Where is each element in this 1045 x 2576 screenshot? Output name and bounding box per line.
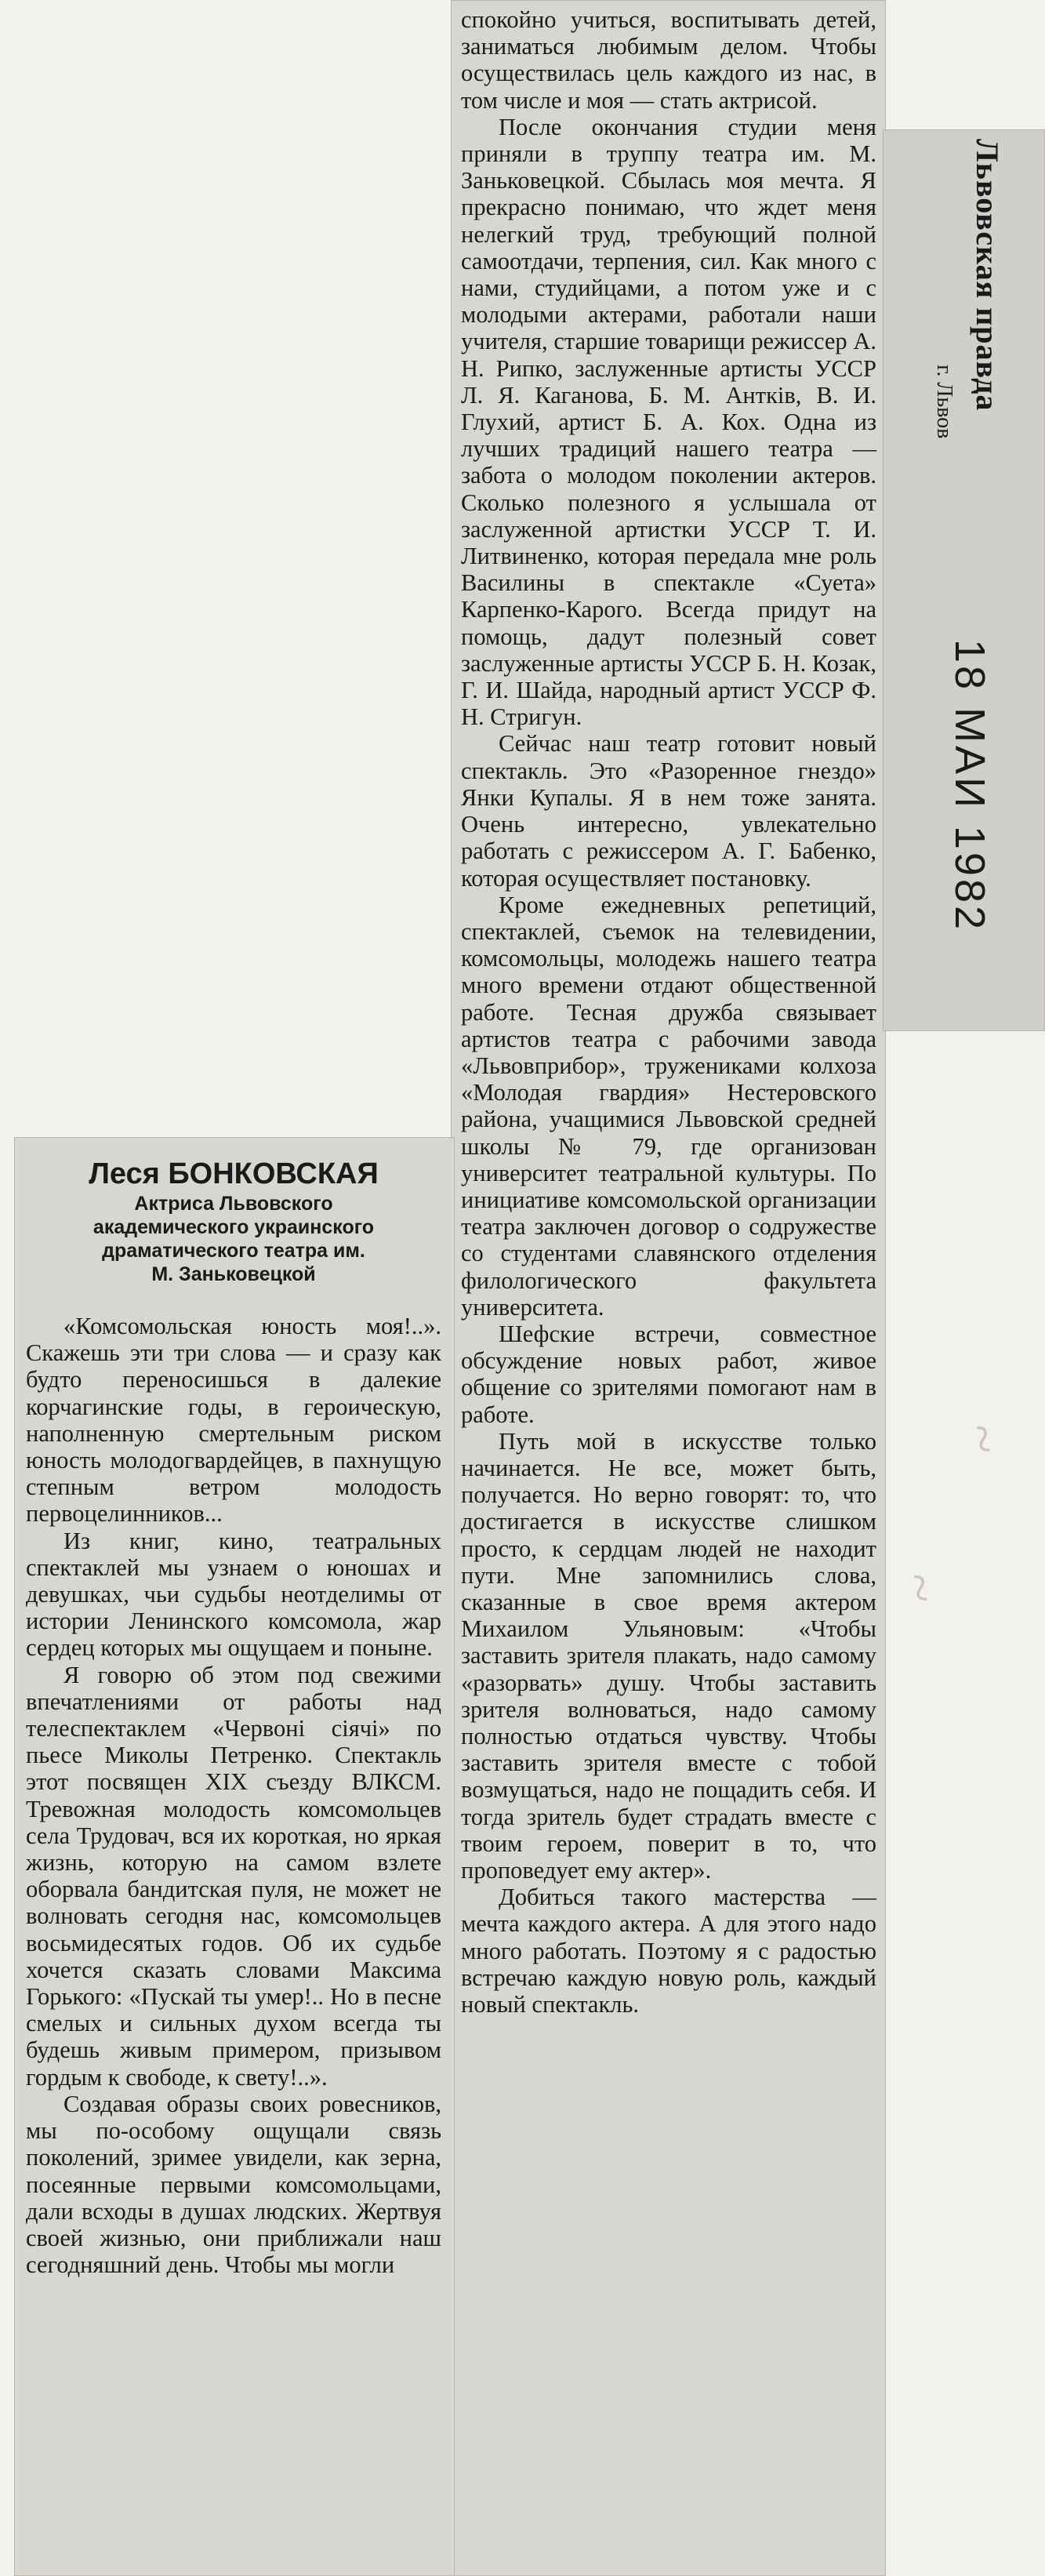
newspaper-city: г. Львов	[932, 365, 956, 439]
author-role	[26, 1192, 441, 1286]
paragraph: спокойно учиться, воспитывать детей, заниматься любимым делом. Чтобы осуществилась цель каждого из нас, в том числе и моя — стать актрисой.	[461, 6, 876, 114]
right-column	[461, 6, 876, 2018]
author-name: Леся БОНКОВСКАЯ	[89, 1157, 379, 1190]
newspaper-name: Львовская правда	[970, 139, 1005, 412]
paragraph: Шефские встречи, совместное обсуждение новых работ, живое общение со зрителями помогают нам в работе.	[461, 1320, 876, 1428]
role-line: академического украинского	[93, 1216, 375, 1238]
paragraph: Я говорю об этом под свежими впечатлениями от работы над телеспектаклем «Червоні сiячi» по пьесе Миколы Петренко. Спектакль этот посвящен XIX съезду ВЛКСМ. Тревожная молодость комсомольцев села Трудовач, вся их короткая, но яркая жизнь, которую на самом взлете оборвала бандитская пуля, не может не волновать сегодня нас, комсомольцев восьмидесятых годов. Об их судьбе хочется сказать словами Максима Горького: «Пускай ты умер!.. Но в песне смелых и сильных духом всегда ты будешь живым примером, призывом гордым к свободе, к свету!..».	[26, 1661, 441, 2091]
role-line: Актриса Львовского	[134, 1193, 333, 1215]
article-header	[26, 1156, 441, 1286]
newspaper-stamp	[883, 129, 1045, 1031]
paragraph: Кроме ежедневных репетиций, спектаклей, съемок на телевидении, комсомольцы, молодежь нашего театра много времени отдают общественной работе. Тесная дружба связывает артистов театра с рабочими завода «Львовприбор», тружениками колхоза «Молодая гвардия» Нестеровского района, учащимися Львовской средней школы № 79, где организован университет театральной культуры. По инициативе комсомольской организации театра заключен договор о содружестве со студентами славянского отделения филологического факультета университета.	[461, 891, 876, 1321]
pencil-mark: ~	[950, 1419, 1015, 1458]
pencil-mark: ~	[887, 1568, 952, 1607]
paragraph: Создавая образы своих ровесников, мы по-особому ощущали связь поколений, зримее увидели, как зерна, посеянные первыми комсомольцами, дали всходы в душах людских. Жертвуя своей жизнью, они приближали наш сегодняшний день. Чтобы мы могли	[26, 2090, 441, 2279]
role-line: М. Заньковецкой	[151, 1263, 316, 1285]
paragraph: После окончания студии меня приняли в труппу театра им. М. Заньковецкой. Сбылась моя мечта. Я прекрасно понимаю, что ждет меня нелегкий труд, требующий полной самоотдачи, терпения, сил. Как много с нами, студийцами, а потом уже и с молодыми актерами, работали наши учителя, старшие товарищи режиссер А. Н. Рипко, заслуженные артисты УССР Л. Я. Каганова, Б. М. Антків, В. И. Глухий, артист Б. А. Кох. Одна из лучших традиций нашего театра — забота о молодом поколении актеров. Сколько полезного я услышала от заслуженной артистки УССР Т. И. Литвиненко, которая передала мне роль Василины в спектакле «Суета» Карпенко-Карого. Всегда придут на помощь, дадут полезный совет заслуженные артисты УССР Б. Н. Козак, Г. И. Шайда, народный артист УССР Ф. Н. Стригун.	[461, 113, 876, 731]
left-column	[26, 1151, 441, 2278]
paragraph: Путь мой в искусстве только начинается. Не все, может быть, получается. Но верно говорят: то, что достигается в искусстве слишком просто, к сердцам людей не находит пути. Мне запомнились слова, сказанные в свое время актером Михаилом Ульяновым: «Чтобы заставить зрителя плакать, надо самому «разорвать» душу. Чтобы заставить зрителя волноваться, надо самому полностью отдаться чувству. Чтобы заставить зрителя вместе с тобой возмущаться, надо не пощадить себя. И тогда зритель будет страдать вместе с твоим героем, поверит в то, что проповедует ему актер».	[461, 1427, 876, 1884]
publication-date: 18 МАИ 1982	[946, 639, 993, 933]
paragraph: «Комсомольская юность моя!..». Скажешь эти три слова — и сразу как будто переносишься в далекие корчагинские годы, в героическую, наполненную смертельным риском юность молодогвардейцев, в пахнущую степным ветром молодость первоцелинников...	[26, 1313, 441, 1528]
paragraph: Добиться такого мастерства — мечта каждого актера. А для этого надо много работать. Поэтому я с радостью встречаю каждую новую роль, каждый новый спектакль.	[461, 1884, 876, 2018]
paragraph: Из книг, кино, театральных спектаклей мы узнаем о юношах и девушках, чьи судьбы неотделимы от истории Ленинского комсомола, жар сердец которых мы ощущаем и поныне.	[26, 1527, 441, 1662]
role-line: драматического театра им.	[102, 1240, 365, 1262]
paragraph: Сейчас наш театр готовит новый спектакль. Это «Разоренное гнездо» Янки Купалы. Я в нем тоже занята. Очень интересно, увлекательно работать с режиссером А. Г. Бабенко, которая осуществляет постановку.	[461, 730, 876, 892]
